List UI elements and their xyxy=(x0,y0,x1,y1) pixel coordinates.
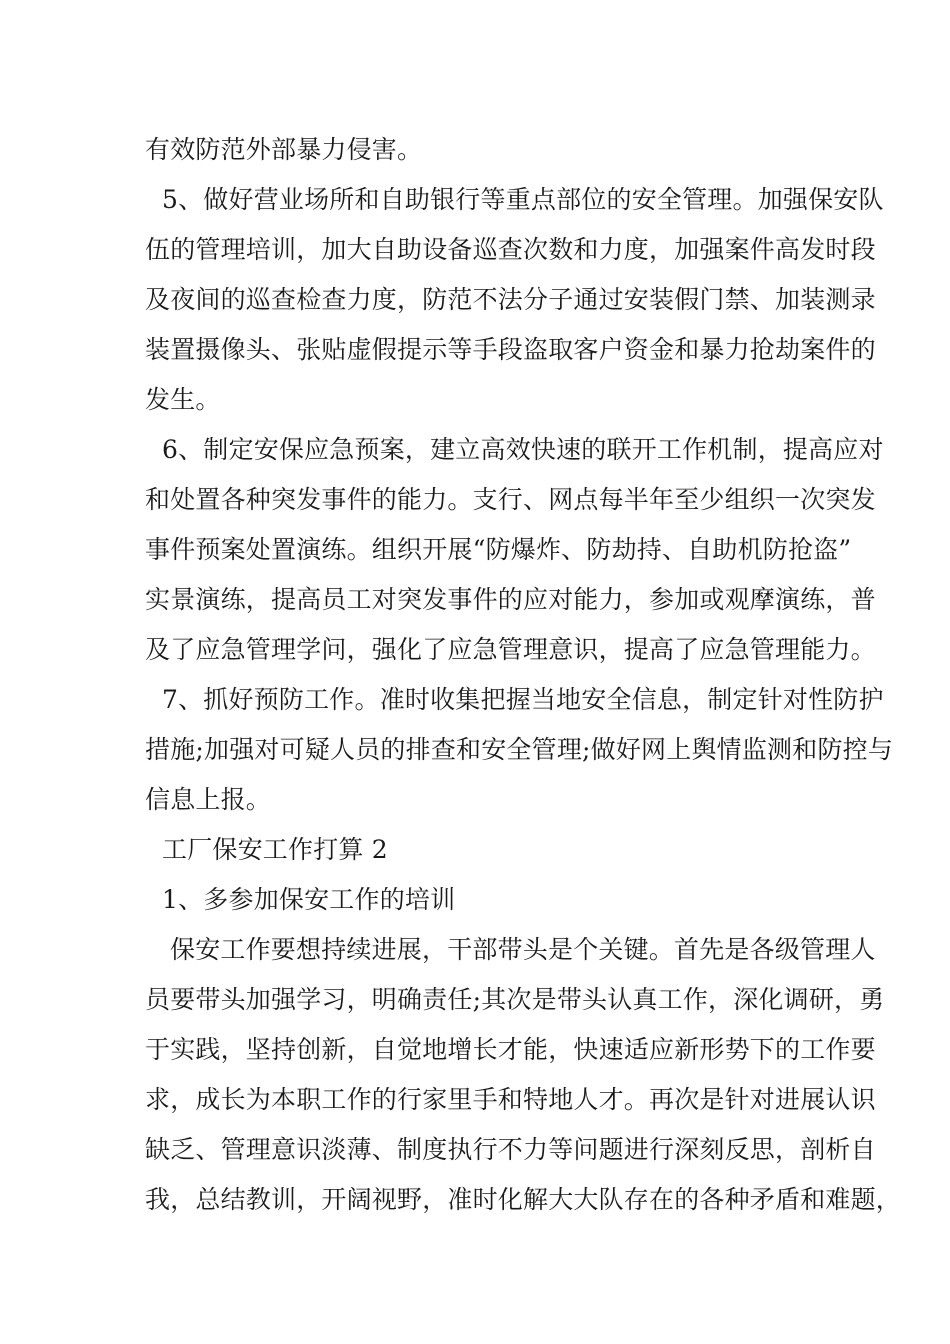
text-line: 及夜间的巡查检查力度，防范不法分子通过安装假门禁、加装测录 xyxy=(145,285,876,314)
text-line: 求，成长为本职工作的行家里手和特地人才。再次是针对进展认识 xyxy=(145,1085,876,1114)
text-line: 和处置各种突发事件的能力。支行、网点每半年至少组织一次突发 xyxy=(145,485,876,514)
text-line: 发生。 xyxy=(145,385,221,414)
text-line: 伍的管理培训，加大自助设备巡查次数和力度，加强案件高发时段 xyxy=(145,235,876,264)
text-line: 措施;加强对可疑人员的排查和安全管理;做好网上舆情监测和防控与 xyxy=(145,735,894,764)
text-line: 5、做好营业场所和自助银行等重点部位的安全管理。加强保安队 xyxy=(162,185,884,214)
text-line: 有效防范外部暴力侵害。 xyxy=(145,135,423,164)
section-heading: 工厂保安工作打算 2 xyxy=(162,835,388,864)
text-line: 7、抓好预防工作。准时收集把握当地安全信息，制定针对性防护 xyxy=(162,685,884,714)
text-line: 保安工作要想持续进展，干部带头是个关键。首先是各级管理人 xyxy=(170,935,876,964)
text-line: 实景演练，提高员工对突发事件的应对能力，参加或观摩演练，普 xyxy=(145,585,876,614)
text-line: 于实践，坚持创新，自觉地增长才能，快速适应新形势下的工作要 xyxy=(145,1035,876,1064)
text-line: 我，总结教训，开阔视野，准时化解大大队存在的各种矛盾和难题， xyxy=(145,1185,902,1214)
text-line: 事件预案处置演练。组织开展“防爆炸、防劫持、自助机防抢盗” xyxy=(145,535,852,564)
text-line: 缺乏、管理意识淡薄、制度执行不力等问题进行深刻反思，剖析自 xyxy=(145,1135,876,1164)
text-line: 员要带头加强学习，明确责任;其次是带头认真工作，深化调研，勇 xyxy=(145,985,885,1014)
text-line: 及了应急管理学问，强化了应急管理意识，提高了应急管理能力。 xyxy=(145,635,876,664)
text-line: 装置摄像头、张贴虚假提示等手段盗取客户资金和暴力抢劫案件的 xyxy=(145,335,876,364)
subsection-heading: 1、多参加保安工作的培训 xyxy=(162,885,456,914)
text-line: 信息上报。 xyxy=(145,785,272,814)
text-line: 6、制定安保应急预案，建立高效快速的联开工作机制，提高应对 xyxy=(162,435,884,464)
